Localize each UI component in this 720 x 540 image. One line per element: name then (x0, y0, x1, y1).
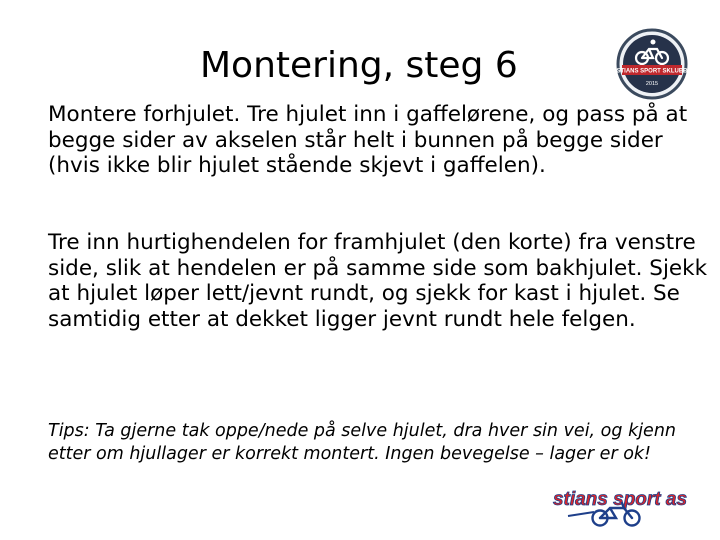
badge-text: STIANS SPORT SKLUBB (616, 68, 688, 75)
swoosh-shape (568, 512, 594, 516)
instruction-paragraph-2: Tre inn hurtighendelen for framhjulet (den korte) fra venstre side, slik at hendelen er på samme side som bakhjulet. Sjekk at hjulet løper lett/jevnt rundt, og sjekk for kast i hjulet. Se samtidig etter at dekket ligger jevnt rundt hele felgen. (48, 230, 708, 332)
club-badge-logo (616, 28, 688, 100)
badge-year: 2015 (645, 81, 659, 87)
tips-text: Tips: Ta gjerne tak oppe/nede på selve hjulet, dra hver sin vei, og kjenn etter om hjullager er korrekt montert. Ingen bevegelse – lager er ok! (48, 421, 677, 464)
logo-wordmark: stians sport as (552, 489, 688, 510)
stians-sport-logo (548, 486, 690, 528)
slide-title: Montering, steg 6 (200, 45, 518, 86)
instruction-paragraph-1: Montere forhjulet. Tre hjulet inn i gaffelørene, og pass på at begge sider av akselen står helt i bunnen på begge sider (hvis ikke blir hjulet stående skjevt i gaffelen). (48, 102, 688, 178)
